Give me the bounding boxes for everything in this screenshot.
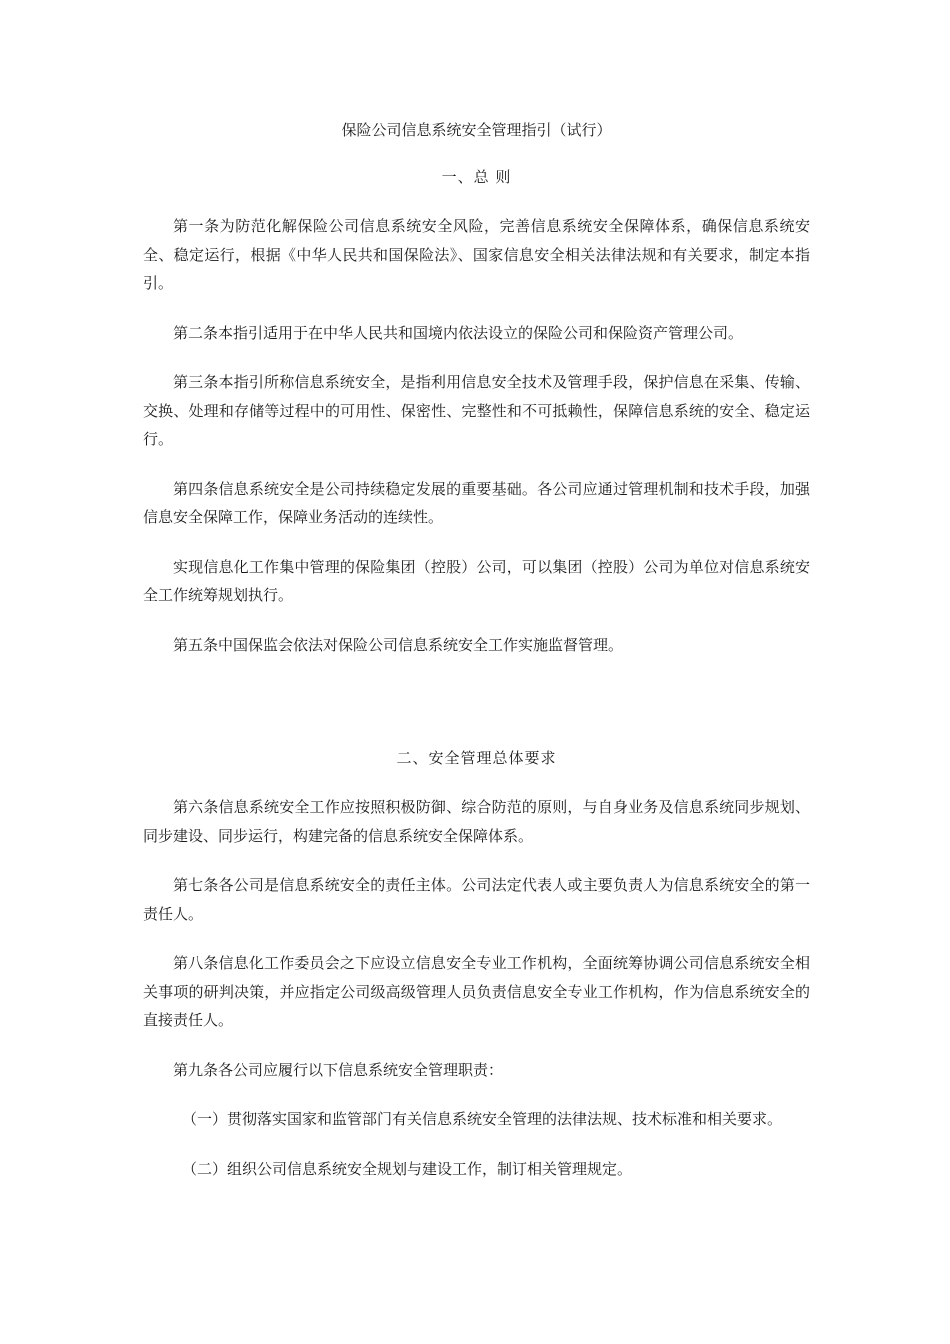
spacer: [143, 1134, 810, 1155]
spacer: [143, 659, 810, 723]
article-4: 第四条信息系统安全是公司持续稳定发展的重要基础。各公司应通过管理机制和技术手段，加强信息安全保障工作，保障业务活动的连续性。: [143, 479, 810, 526]
spacer: [143, 191, 810, 212]
spacer: [143, 850, 810, 871]
spacer: [143, 532, 810, 553]
article-2: 第二条本指引适用于在中华人民共和国境内依法设立的保险公司和保险资产管理公司。: [173, 323, 744, 342]
article-9-item-2: （二）组织公司信息系统安全规划与建设工作，制订相关管理规定。: [182, 1159, 633, 1178]
article-9-item-1: （一）贯彻落实国家和监管部门有关信息系统安全管理的法律法规、技术标准和相关要求。: [182, 1110, 783, 1128]
article-3: 第三条本指引所称信息系统安全，是指利用信息安全技术及管理手段，保护信息在采集、传输、交换、处理和存储等过程中的可用性、保密性、完整性和不可抵赖性，保障信息系统的安全、稳定运行。: [143, 373, 810, 448]
spacer: [143, 1035, 810, 1056]
article-1: 第一条为防范化解保险公司信息系统安全风险，完善信息系统安全保障体系，确保信息系统安全、稳定运行，根据《中华人民共和国保险法》、国家信息安全相关法律法规和有关要求，制定本指引。: [143, 217, 810, 292]
spacer: [143, 1084, 810, 1105]
section-heading-requirements: 二、安全管理总体要求: [396, 749, 557, 767]
document-page: [143, 116, 810, 1183]
spacer: [143, 298, 810, 319]
article-4-supplement: 实现信息化工作集中管理的保险集团（控股）公司，可以集团（控股）公司为单位对信息系统安全工作统筹规划执行。: [143, 557, 810, 604]
section-heading-general: 一、总 则: [441, 168, 512, 186]
article-8: 第八条信息化工作委员会之下应设立信息安全专业工作机构，全面统筹协调公司信息系统安全相关事项的研判决策，并应指定公司级高级管理人员负责信息安全专业工作机构，作为信息系统安全的直接责任人。: [143, 954, 810, 1029]
document-title: 保险公司信息系统安全管理指引（试行）: [341, 121, 612, 139]
spacer: [143, 610, 810, 631]
spacer: [143, 454, 810, 475]
spacer: [143, 144, 810, 163]
article-7: 第七条各公司是信息系统安全的责任主体。公司法定代表人或主要负责人为信息系统安全的第一责任人。: [143, 876, 810, 923]
spacer: [143, 347, 810, 368]
article-9: 第九条各公司应履行以下信息系统安全管理职责：: [173, 1060, 504, 1079]
spacer: [143, 723, 810, 744]
article-5: 第五条中国保监会依法对保险公司信息系统安全工作实施监督管理。: [173, 635, 624, 654]
article-6: 第六条信息系统安全工作应按照积极防御、综合防范的原则，与自身业务及信息系统同步规划、同步建设、同步运行，构建完备的信息系统安全保障体系。: [143, 798, 810, 845]
spacer: [143, 772, 810, 793]
spacer: [143, 928, 810, 949]
